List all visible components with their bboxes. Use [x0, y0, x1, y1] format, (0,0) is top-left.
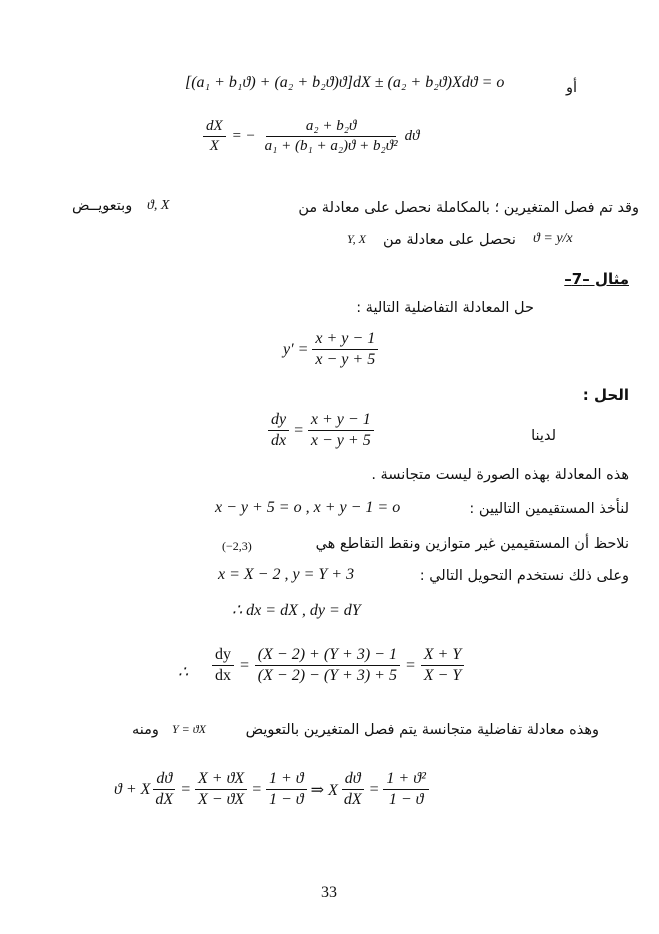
homogeneous-text: وهذه معادلة تفاضلية متجانسة يتم فصل المتغيرين بالتعويض	[245, 722, 599, 738]
separation-vars: ϑ, X	[147, 198, 170, 213]
page-number: 33	[321, 884, 337, 901]
eq2-rhs-num: a₂ + b₂ϑ	[266, 118, 396, 137]
solve-text: حل المعادلة التفاضلية التالية :	[356, 300, 534, 316]
line-equations: x − y + 5 = o , x + y − 1 = o	[215, 499, 401, 516]
solution-label: الحل :	[582, 386, 629, 404]
substitution-vars: Y, X	[347, 232, 366, 246]
intersection-point: (−2,3)	[222, 539, 252, 553]
big-result	[421, 646, 464, 685]
eq2-tail: dϑ	[404, 128, 420, 144]
ex-lhs: y′ =	[283, 340, 309, 358]
and-from-label: ومنه	[132, 722, 159, 738]
ex-num: x + y − 1	[312, 330, 378, 350]
example-equation	[283, 330, 378, 369]
dydx-rhs	[308, 411, 374, 450]
substitution-expr: ϑ = y/x	[533, 231, 573, 246]
eq2-lhs-fraction	[203, 118, 226, 155]
eq2-lhs-den: X	[209, 138, 219, 154]
final-f1-den: dX	[155, 791, 174, 808]
dy: dy	[268, 411, 289, 431]
final-equation: ϑ + X $\frac{dϑ}{dX}$ = $\frac{X + ϑX}{X - ϑX}$ = $\frac{1 + ϑ}{1 - ϑ}$ ⇒ X $\frac{dϑ}{dX}$ = $\frac{\text{1 + ϑ²}}{1 - ϑ}$	[114, 770, 429, 809]
equation-1: [(a₁ + b₁ϑ) + (a₂ + b₂ϑ)ϑ]dX ± (a₂ + b₂ϑ)Xdϑ = o	[185, 74, 505, 91]
final-f4	[341, 770, 365, 809]
big-den: (X − 2) − (Y + 3) + 5	[257, 667, 397, 684]
dydx-num: x + y − 1	[308, 411, 374, 431]
final-f1-num: dϑ	[153, 770, 175, 790]
final-f4-num: dϑ	[342, 770, 364, 790]
final-f5-den: 1 − ϑ	[388, 791, 424, 808]
eq2-rhs-fraction	[262, 118, 401, 155]
dydx-fraction	[268, 411, 289, 450]
equation-2	[203, 118, 419, 155]
big-middle	[255, 646, 400, 685]
final-f3-num: 1 + ϑ	[266, 770, 307, 790]
big-fraction-equation: $\frac{dy}{dx}$ = $\frac{(X - 2) + (Y + 3) - 1}{(X - 2) - (Y + 3) + 5}$ = $\frac{X + Y}{X - Y}$	[212, 646, 464, 685]
substitution-text: نحصل على معادلة من	[383, 232, 516, 248]
transform-equations: x = X − 2 , y = Y + 3	[218, 566, 355, 583]
dydx-den: x − y + 5	[310, 432, 371, 449]
final-f3	[266, 770, 307, 809]
homogeneous-sub: Y = ϑX	[172, 722, 206, 736]
eq2-rhs-den: a₁ + (b₁ + a₂)ϑ + b₂ϑ²	[264, 138, 398, 154]
therefore-line: ∴ dx = dX , dy = dY	[232, 602, 361, 619]
final-f2	[195, 770, 247, 809]
big-dx: dx	[215, 667, 231, 684]
big-dy: dy	[212, 646, 234, 666]
not-homogeneous-text: هذه المعادلة بهذه الصورة ليست متجانسة .	[371, 467, 629, 483]
final-f2-den: X − ϑX	[198, 791, 245, 808]
we-have-label: لدينا	[531, 428, 556, 444]
ex-den: x − y + 5	[315, 351, 376, 368]
final-f4-den: dX	[343, 791, 362, 808]
ex-fraction	[312, 330, 378, 369]
therefore-symbol: ∴	[178, 664, 189, 681]
final-f2-num: X + ϑX	[195, 770, 247, 790]
final-implies: ⇒ X	[310, 781, 338, 799]
big-res-num: X + Y	[421, 646, 464, 666]
final-f5	[383, 770, 428, 809]
final-f3-den: 1 − ϑ	[269, 791, 304, 808]
take-lines-text: لنأخذ المستقيمين التاليين :	[469, 501, 629, 517]
big-num: (X − 2) + (Y + 3) − 1	[255, 646, 400, 666]
big-lhs	[212, 646, 234, 685]
separation-sub: وبتعويــض	[72, 198, 133, 214]
eq2-operator: = −	[231, 128, 256, 144]
final-f5-num: 1 + ϑ²	[383, 770, 428, 790]
example-title: مثال –7–	[564, 270, 629, 288]
dydx-equation: $\frac{dy}{dx}$ = $\frac{x + y - 1}{x - y + 5}$	[268, 411, 374, 450]
or-label: أو	[566, 80, 578, 96]
dx: dx	[271, 432, 287, 449]
big-res-den: X − Y	[423, 667, 462, 684]
final-left: ϑ + X	[114, 780, 151, 798]
separation-text: وقد تم فصل المتغيرين ؛ بالمكاملة نحصل على معادلة من	[298, 200, 639, 216]
note-text: نلاحظ أن المستقيمين غير متوازين ونقط التقاطع هي	[315, 536, 629, 552]
transform-text: وعلى ذلك نستخدم التحويل التالي :	[419, 568, 629, 584]
final-f1	[152, 770, 176, 809]
eq2-lhs-num: dX	[203, 118, 226, 137]
